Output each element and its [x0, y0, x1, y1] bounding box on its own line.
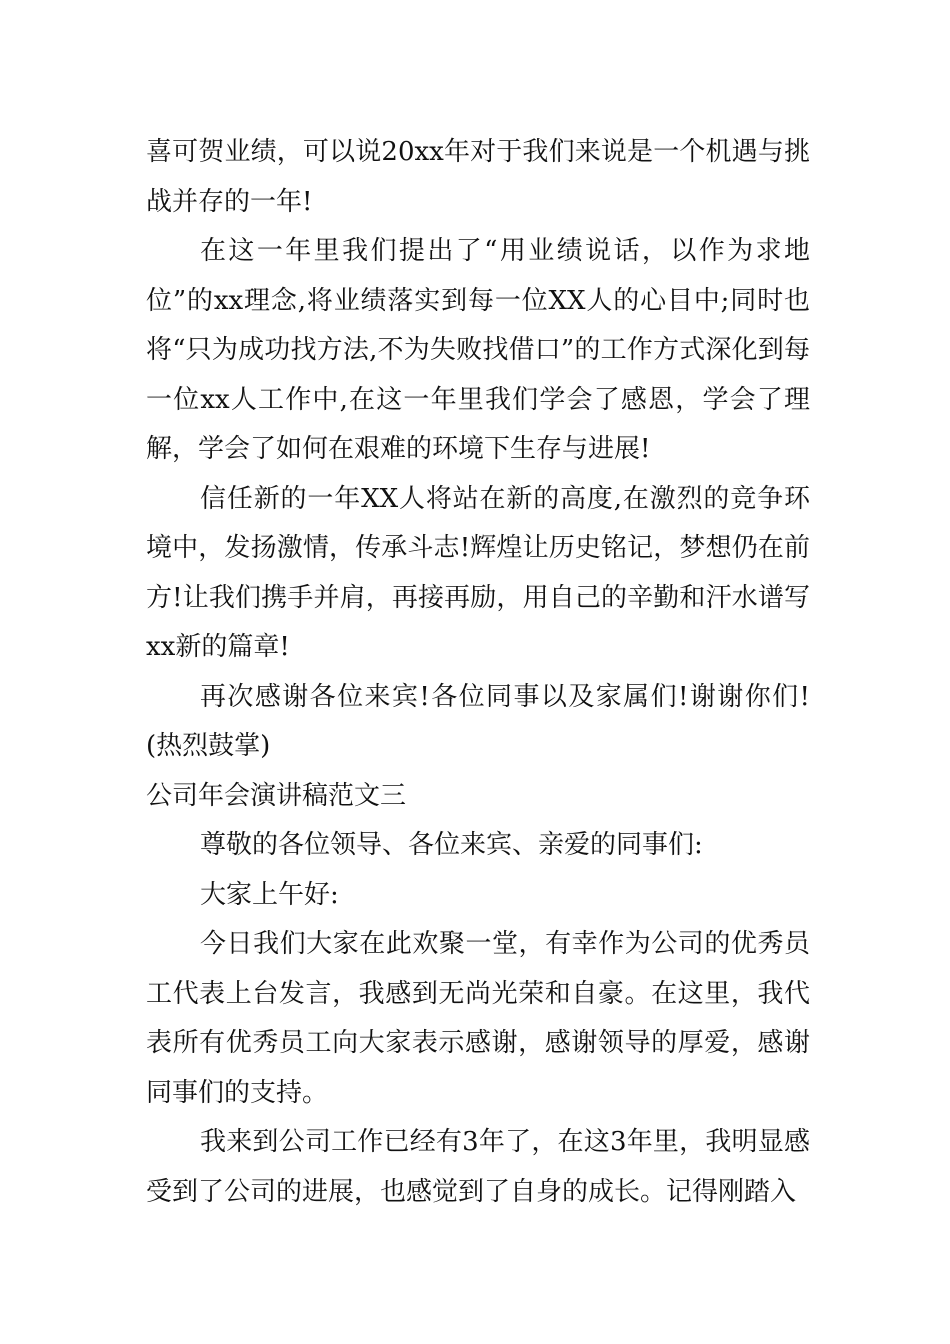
salutation: 尊敬的各位领导、各位来宾、亲爱的同事们:	[200, 830, 703, 860]
greeting: 大家上午好:	[200, 879, 339, 910]
paragraph-speech-intro: 今日我们大家在此欢聚一堂，有幸作为公司的优秀员工代表上台发言，我感到无尚光荣和自豪。在这里，我代表所有优秀员工向大家表示感谢，感谢领导的厚爱，感谢同事们的支持。	[146, 929, 810, 1108]
section-heading: 公司年会演讲稿范文三	[146, 780, 407, 811]
paragraph-philosophy: 在这一年里我们提出了“用业绩说话，以作为求地位”的xx理念,将业绩落实到每一位XX人的心目中;同时也将“只为成功找方法,不为失败找借口”的工作方式深化到每一位xx人工作中,在这一年里我们学会了感恩，学会了理解，学会了如何在艰难的环境下生存与进展!	[146, 236, 810, 464]
paragraph-speech-body: 我来到公司工作已经有3年了，在这3年里，我明显感受到了公司的进展，也感觉到了自身的成长。记得刚踏入	[146, 1127, 810, 1207]
document-body	[146, 128, 810, 1217]
paragraph-continuation: 喜可贺业绩，可以说20xx年对于我们来说是一个机遇与挑战并存的一年!	[146, 137, 810, 217]
paragraph-new-year: 信任新的一年XX人将站在新的高度,在激烈的竞争环境中，发扬激情，传承斗志!辉煌让历史铭记，梦想仍在前方!让我们携手并肩，再接再励，用自己的辛勤和汗水谱写xx新的篇章!	[146, 483, 810, 662]
paragraph-thanks: 再次感谢各位来宾!各位同事以及家属们!谢谢你们!(热烈鼓掌)	[146, 681, 810, 761]
